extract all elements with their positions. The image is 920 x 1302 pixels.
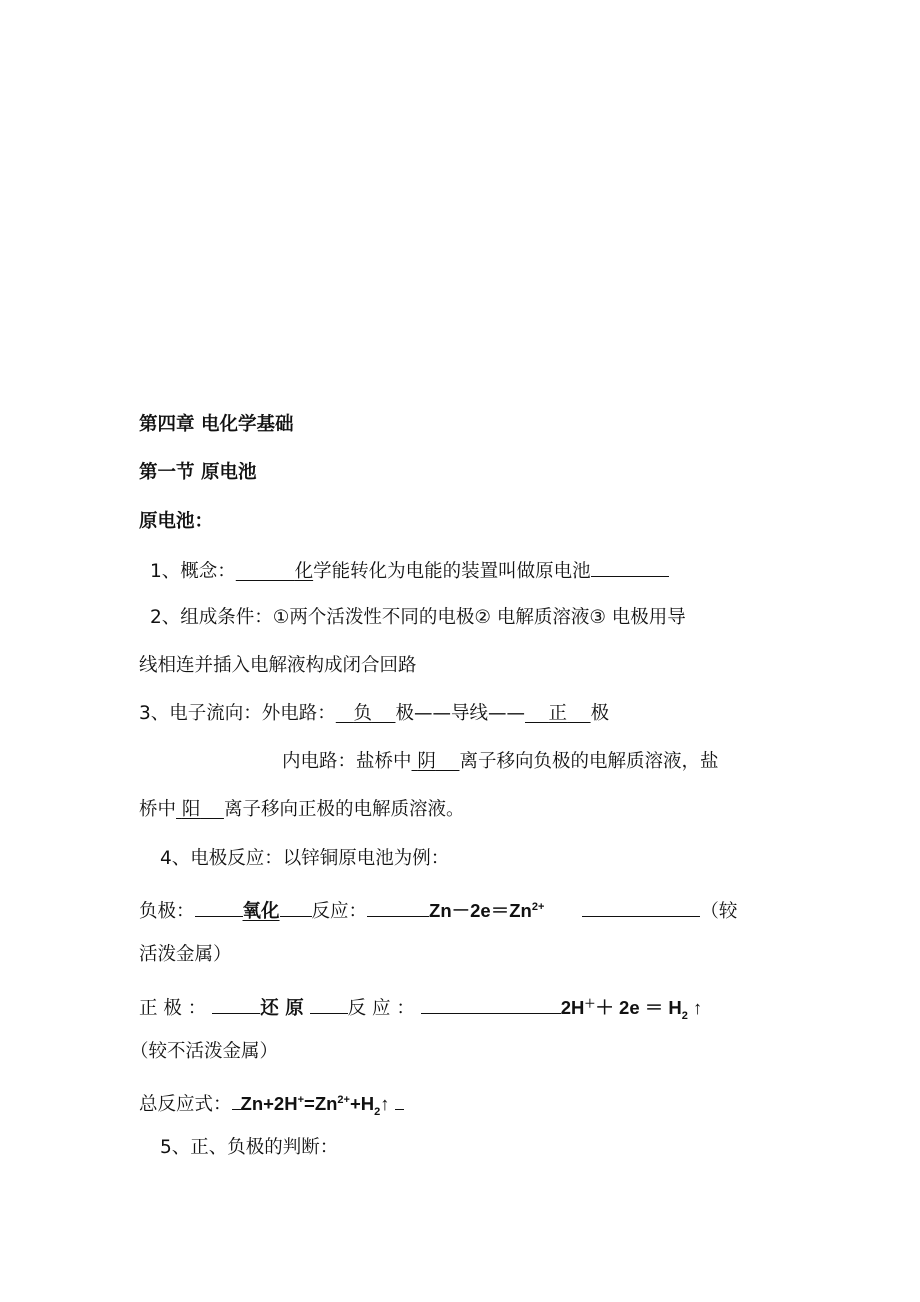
chapter-title: 第四章 电化学基础 (139, 414, 294, 435)
composition-line2: 线相连并插入电解液构成闭合回路 (139, 655, 417, 676)
reactions-intro: 4、电极反应：以锌铜原电池为例： (160, 848, 450, 869)
topic-heading: 原电池： (139, 511, 214, 532)
positive-electrode-line: 正 极 ： 还 原 反 应 ： $2H^++ 2e = H_2$ ↑ (139, 997, 703, 1022)
blank (591, 558, 669, 577)
total-reaction-line: 总反应式： $Zn+2H^+=Zn^{2+}+H_2↑$ (139, 1088, 404, 1124)
negative-note: 活泼金属） (139, 944, 232, 965)
electron-flow-inner-cont: 桥中 阳 离子移向正极的电解质溶液。 (139, 799, 465, 820)
concept-line: 1、概念： 化学能转化为电能的装置叫做原电池 (150, 558, 669, 584)
electron-flow-inner: 内电路：盐桥中 阴 离子移向负极的电解质溶液，盐 (282, 751, 719, 772)
positive-note: （较不活泼金属） (130, 1041, 279, 1062)
composition-line1: 2、组成条件：①两个活泼性不同的电极② 电解质溶液③ 电极用导 (150, 607, 686, 628)
concept-answer: 化 (294, 561, 314, 582)
judgement-heading: 5、正、负极的判断： (160, 1137, 339, 1158)
negative-electrode-line: 负极： 氧化 反应： $Zn-2e=Zn^{2+}$ （较 (139, 900, 738, 923)
electron-flow-outer: 3、电子流向：外电路： 负 极——导线—— 正 极 (139, 703, 610, 724)
section-title: 第一节 原电池 (139, 462, 257, 483)
